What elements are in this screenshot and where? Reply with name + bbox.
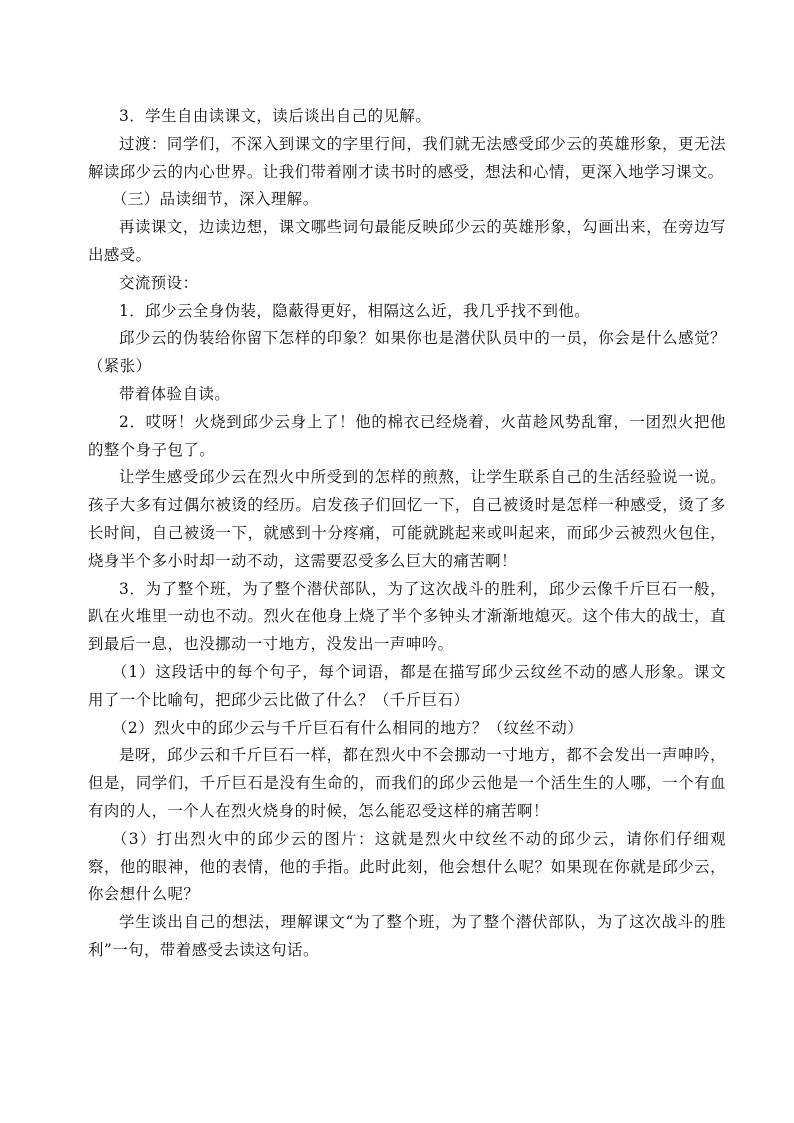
document-body [88, 103, 726, 965]
paragraph-feel-suffering: 让学生感受邱少云在烈火中所受到的怎样的煎熬，让学生联系自己的生活经验说一说。孩子大多有过偶尔被烫的经历。启发孩子们回忆一下，自己被烫时是怎样一种感受，烫了多长时间，自己被烫一下，就感到十分疼痛，可能就跳起来或叫起来，而邱少云被烈火包住，烧身半个多小时却一动不动，这需要忍受多么巨大的痛苦啊！ [88, 468, 726, 570]
paragraph-sub-3: （3）打出烈火中的邱少云的图片：这就是烈火中纹丝不动的邱少云，请你们仔细观察，他的眼神，他的表情，他的手指。此时此刻，他会想什么呢？如果现在你就是邱少云，你会想什么呢？ [88, 829, 726, 904]
paragraph-experience-reading: 带着体验自读。 [119, 384, 231, 403]
paragraph-point-1: 1．邱少云全身伪装，隐蔽得更好，相隔这么近，我几乎找不到他。 [119, 301, 591, 320]
section-heading-detail-reading: （三）品读细节，深入理解。 [112, 190, 319, 209]
paragraph-transition: 过渡：同学们，不深入到课文的字里行间，我们就无法感受邱少云的英雄形象，更无法解读邱少云的内心世界。让我们带着刚才读书时的感受，想法和心情，更深入地学习课文。 [88, 134, 726, 181]
paragraph-sub-2: （2）烈火中的邱少云与千斤巨石有什么相同的地方？（纹丝不动） [112, 718, 584, 737]
paragraph-reread-instruction: 再读课文，边读边想，课文哪些词句最能反映邱少云的英雄形象，勾画出来，在旁边写出感受。 [88, 218, 726, 264]
paragraph-discussion-preset: 交流预设： [119, 273, 199, 292]
paragraph-step-3-free-reading: 3．学生自由读课文，读后谈出自己的见解。 [119, 107, 432, 125]
paragraph-point-2: 2．哎呀！火烧到邱少云身上了！他的棉衣已经烧着，火苗趁风势乱窜，一团烈火把他的整个身子包了。 [88, 412, 726, 459]
paragraph-student-thoughts: 学生谈出自己的想法，理解课文“为了整个班，为了整个潜伏部队，为了这次战斗的胜利”一句，带着感受去读这句话。 [88, 913, 726, 959]
paragraph-sub-1: （1）这段话中的每个句子，每个词语，都是在描写邱少云纹丝不动的感人形象。课文用了一个比喻句，把邱少云比做了什么？（千斤巨石） [88, 662, 726, 709]
paragraph-point-3: 3．为了整个班，为了整个潜伏部队，为了这次战斗的胜利，邱少云像千斤巨石一般，趴在火堆里一动也不动。烈火在他身上烧了半个多钟头才渐渐地熄灭。这个伟大的战士，直到最后一息，也没挪动一寸地方，没发出一声呻吟。 [88, 579, 726, 654]
paragraph-disguise-question: 邱少云的伪装给你留下怎样的印象？如果你也是潜伏队员中的一员，你会是什么感觉？（紧张） [88, 329, 726, 376]
paragraph-comparison: 是呀，邱少云和千斤巨石一样，都在烈火中不会挪动一寸地方，都不会发出一声呻吟，但是，同学们，千斤巨石是没有生命的，而我们的邱少云他是一个活生生的人哪，一个有血有肉的人，一个人在烈火烧身的时候，怎么能忍受这样的痛苦啊！ [88, 746, 726, 820]
